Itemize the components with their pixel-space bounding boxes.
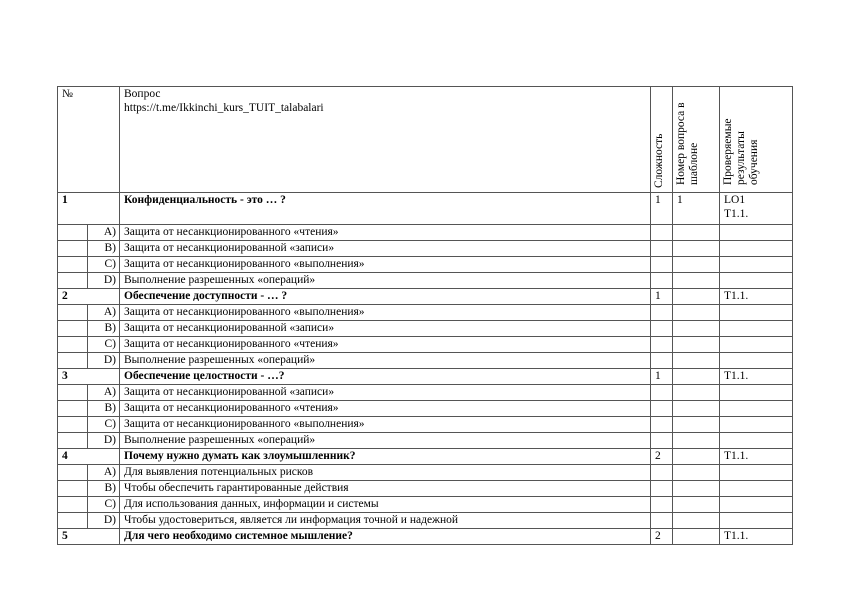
question-text: Обеспечение целостности - …? bbox=[120, 369, 651, 385]
answer-text: Защита от несанкционированного «чтения» bbox=[120, 225, 651, 241]
header-outcomes: Проверяемые результаты обучения bbox=[722, 118, 761, 185]
answer-row bbox=[58, 417, 793, 433]
answer-row bbox=[58, 225, 793, 241]
question-row bbox=[58, 289, 793, 305]
question-difficulty: 1 bbox=[651, 369, 673, 385]
question-number: 4 bbox=[58, 449, 120, 465]
answer-text: Защита от несанкционированного «чтения» bbox=[120, 337, 651, 353]
question-number: 3 bbox=[58, 369, 120, 385]
answer-row bbox=[58, 257, 793, 273]
answer-letter: A) bbox=[88, 385, 120, 401]
answer-row bbox=[58, 481, 793, 497]
answer-row bbox=[58, 273, 793, 289]
answer-row bbox=[58, 433, 793, 449]
header-row bbox=[58, 87, 793, 193]
answer-row bbox=[58, 321, 793, 337]
answer-text: Выполнение разрешенных «операций» bbox=[120, 273, 651, 289]
answer-row bbox=[58, 401, 793, 417]
question-text: Для чего необходимо системное мышление? bbox=[120, 529, 651, 545]
header-template-cell bbox=[673, 87, 720, 193]
answer-text: Выполнение разрешенных «операций» bbox=[120, 353, 651, 369]
outcome-line: T1.1. bbox=[724, 208, 749, 220]
answer-text: Защита от несанкционированной «записи» bbox=[120, 321, 651, 337]
answer-letter: B) bbox=[88, 401, 120, 417]
question-row bbox=[58, 529, 793, 545]
answer-text: Защита от несанкционированного «выполнения» bbox=[120, 305, 651, 321]
answer-row bbox=[58, 353, 793, 369]
answer-row bbox=[58, 497, 793, 513]
header-question-link[interactable]: https://t.me/Ikkinchi_kurs_TUIT_talabalari bbox=[124, 102, 324, 114]
answer-text: Чтобы удостовериться, является ли информация точной и надежной bbox=[120, 513, 651, 529]
answer-letter: D) bbox=[88, 353, 120, 369]
answer-text: Выполнение разрешенных «операций» bbox=[120, 433, 651, 449]
question-outcome bbox=[720, 193, 793, 225]
question-text: Обеспечение доступности - … ? bbox=[120, 289, 651, 305]
question-text: Конфиденциальность - это … ? bbox=[120, 193, 651, 225]
question-outcome: T1.1. bbox=[720, 529, 793, 545]
questions-table bbox=[57, 86, 793, 545]
answer-letter: B) bbox=[88, 321, 120, 337]
question-difficulty: 1 bbox=[651, 193, 673, 225]
question-template-no bbox=[673, 289, 720, 305]
answer-row bbox=[58, 465, 793, 481]
answer-letter: D) bbox=[88, 513, 120, 529]
answer-letter: A) bbox=[88, 305, 120, 321]
question-number: 5 bbox=[58, 529, 120, 545]
question-row bbox=[58, 369, 793, 385]
answer-row bbox=[58, 513, 793, 529]
header-question-title: Вопрос bbox=[124, 88, 161, 100]
answer-text: Защита от несанкционированного «чтения» bbox=[120, 401, 651, 417]
header-difficulty: Сложность bbox=[653, 133, 666, 188]
question-number: 2 bbox=[58, 289, 120, 305]
question-template-no bbox=[673, 449, 720, 465]
question-outcome: T1.1. bbox=[720, 289, 793, 305]
answer-letter: C) bbox=[88, 417, 120, 433]
answer-row bbox=[58, 385, 793, 401]
answer-text: Для выявления потенциальных рисков bbox=[120, 465, 651, 481]
question-outcome: T1.1. bbox=[720, 369, 793, 385]
question-difficulty: 2 bbox=[651, 529, 673, 545]
question-template-no bbox=[673, 529, 720, 545]
outcome-line: LO1 bbox=[724, 194, 746, 206]
answer-letter: D) bbox=[88, 273, 120, 289]
answer-letter: B) bbox=[88, 241, 120, 257]
question-difficulty: 2 bbox=[651, 449, 673, 465]
answer-text: Для использования данных, информации и системы bbox=[120, 497, 651, 513]
header-template-no: Номер вопроса в шаблоне bbox=[675, 102, 701, 185]
header-question bbox=[120, 87, 651, 193]
header-outcomes-cell bbox=[720, 87, 793, 193]
answer-letter: B) bbox=[88, 481, 120, 497]
question-row bbox=[58, 449, 793, 465]
question-template-no bbox=[673, 369, 720, 385]
header-num: № bbox=[58, 87, 120, 193]
answer-text: Защита от несанкционированного «выполнения» bbox=[120, 257, 651, 273]
question-difficulty: 1 bbox=[651, 289, 673, 305]
question-template-no: 1 bbox=[673, 193, 720, 225]
question-number: 1 bbox=[58, 193, 120, 225]
answer-letter: A) bbox=[88, 225, 120, 241]
answer-letter: C) bbox=[88, 337, 120, 353]
header-difficulty-cell bbox=[651, 87, 673, 193]
answer-letter: C) bbox=[88, 497, 120, 513]
answer-letter: C) bbox=[88, 257, 120, 273]
answer-text: Чтобы обеспечить гарантированные действия bbox=[120, 481, 651, 497]
answer-row bbox=[58, 337, 793, 353]
answer-letter: A) bbox=[88, 465, 120, 481]
answer-text: Защита от несанкционированной «записи» bbox=[120, 241, 651, 257]
answer-letter: D) bbox=[88, 433, 120, 449]
answer-row bbox=[58, 241, 793, 257]
answer-text: Защита от несанкционированного «выполнения» bbox=[120, 417, 651, 433]
answer-text: Защита от несанкционированной «записи» bbox=[120, 385, 651, 401]
question-text: Почему нужно думать как злоумышленник? bbox=[120, 449, 651, 465]
question-outcome: T1.1. bbox=[720, 449, 793, 465]
answer-row bbox=[58, 305, 793, 321]
question-row bbox=[58, 193, 793, 225]
